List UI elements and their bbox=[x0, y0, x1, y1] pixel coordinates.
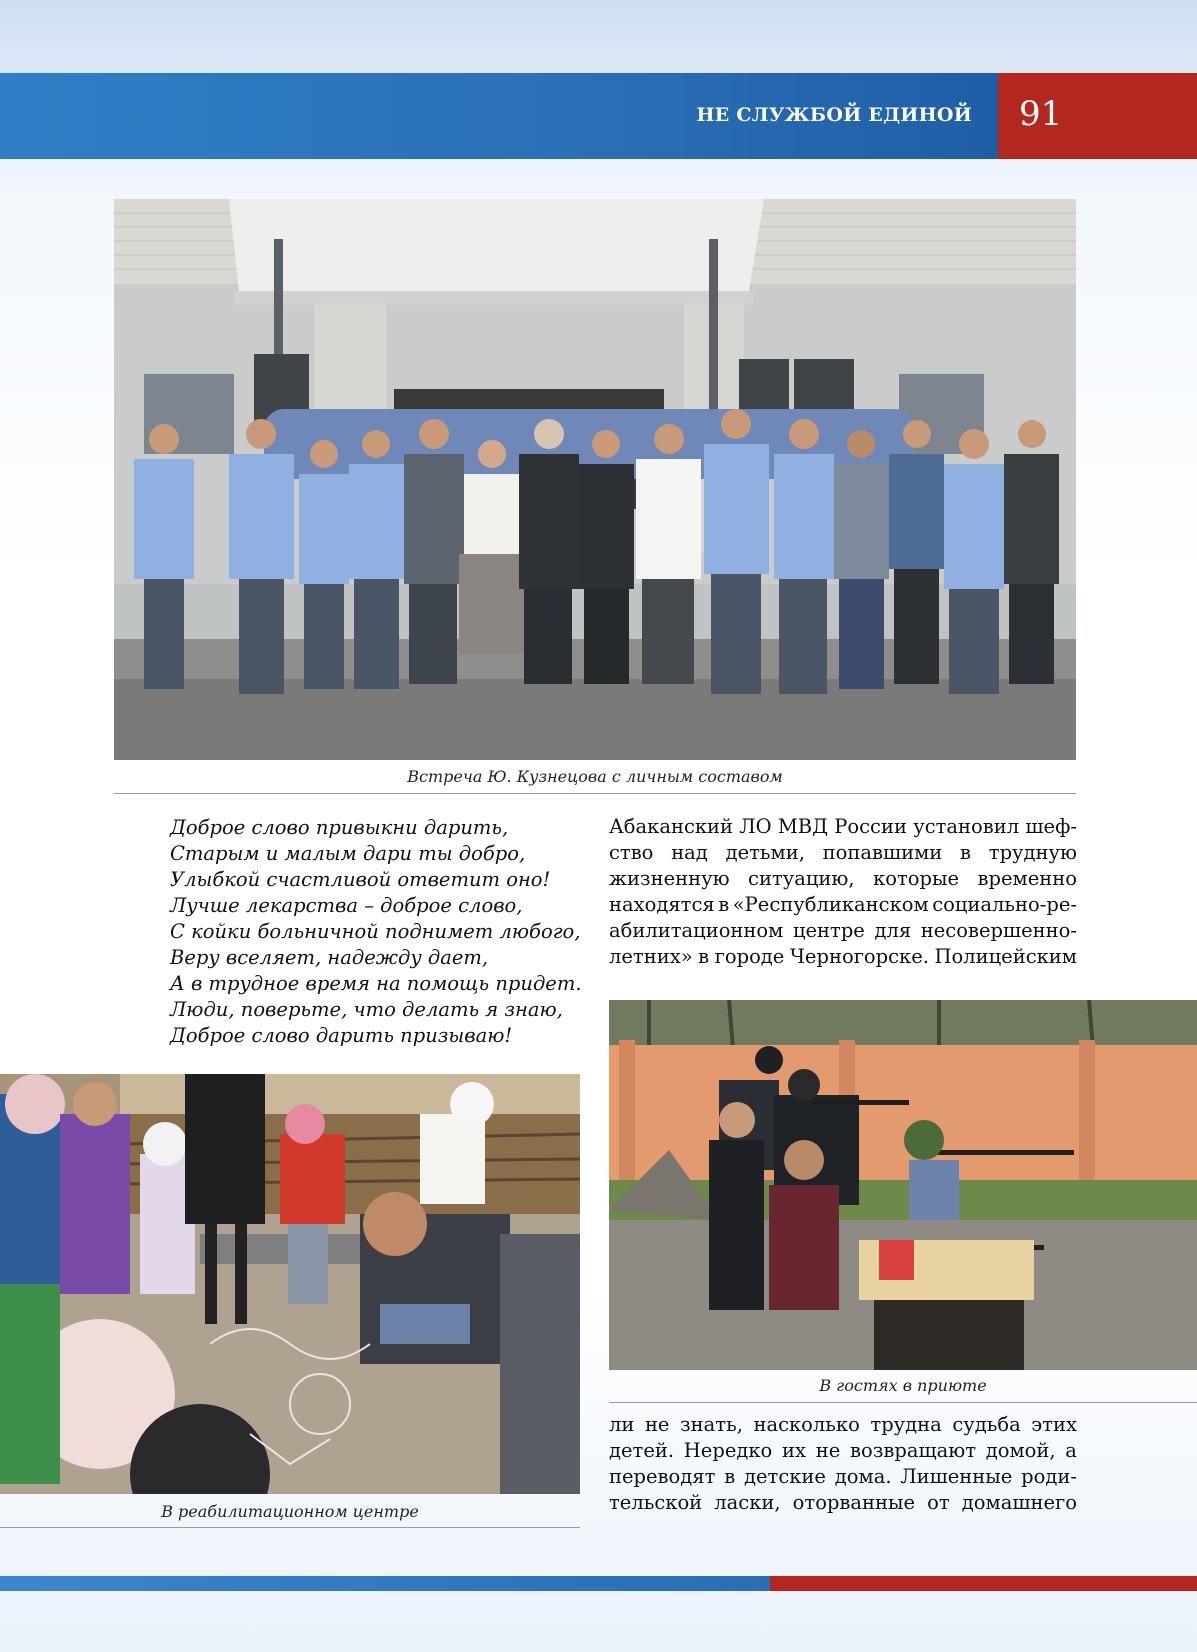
word: Полицейским bbox=[934, 945, 1077, 968]
rehab-center-photo bbox=[0, 1074, 580, 1494]
group-photo bbox=[114, 199, 1076, 760]
word: их bbox=[782, 1439, 807, 1462]
word: знать, bbox=[680, 1413, 743, 1436]
word: детские bbox=[743, 1465, 826, 1488]
article-line bbox=[609, 866, 1077, 892]
word: возвращают bbox=[850, 1439, 976, 1462]
word: для bbox=[874, 919, 912, 942]
word: городе bbox=[714, 945, 785, 968]
word: ство bbox=[609, 841, 654, 864]
rehab-center-caption: В реабилитационном центре bbox=[161, 1502, 419, 1521]
article-paragraph-1 bbox=[609, 814, 1077, 970]
word: не bbox=[644, 1413, 670, 1436]
word: трудна bbox=[870, 1413, 942, 1436]
word: в bbox=[718, 893, 730, 916]
word: Черногорске. bbox=[789, 945, 929, 968]
footer-red-band bbox=[770, 1576, 1197, 1591]
article-paragraph-2 bbox=[609, 1412, 1077, 1516]
word: МВД bbox=[777, 815, 828, 838]
word: в bbox=[724, 1465, 736, 1488]
word: в bbox=[960, 841, 972, 864]
poem-line: Улыбкой счастливой ответит оно! bbox=[170, 868, 551, 891]
poem-line: Веру вселяет, надежду дает, bbox=[170, 946, 489, 969]
shelter-visit-photo bbox=[609, 1000, 1197, 1370]
caption-rule bbox=[114, 793, 1076, 794]
word: от bbox=[927, 1491, 950, 1514]
word: летних» bbox=[609, 945, 693, 968]
word: а bbox=[1065, 1439, 1077, 1462]
word: тельской bbox=[609, 1491, 703, 1514]
word: Лишенные bbox=[900, 1465, 1013, 1488]
word: не bbox=[815, 1439, 841, 1462]
article-line bbox=[609, 1490, 1077, 1516]
word: этих bbox=[1031, 1413, 1077, 1436]
word: роди- bbox=[1021, 1465, 1077, 1488]
caption-rule bbox=[609, 1402, 1197, 1403]
word: переводят bbox=[609, 1465, 716, 1488]
shelter-visit-caption: В гостях в приюте bbox=[819, 1376, 987, 1395]
article-line bbox=[609, 892, 1077, 918]
poem-line: Лучше лекарства – доброе слово, bbox=[170, 894, 523, 917]
poem-line: Старым и малым дари ты добро, bbox=[170, 842, 526, 865]
poem-line: А в трудное время на помощь придет. bbox=[170, 972, 582, 995]
word: детей. bbox=[609, 1439, 675, 1462]
word: «Республиканском bbox=[732, 893, 929, 916]
word: центре bbox=[792, 919, 865, 942]
word: России bbox=[834, 815, 907, 838]
page-number: 91 bbox=[1019, 94, 1063, 134]
poem-line: Доброе слово привыкни дарить, bbox=[170, 816, 509, 839]
word: социально-ре- bbox=[932, 893, 1077, 916]
word: домой, bbox=[985, 1439, 1056, 1462]
word: абилитационном bbox=[609, 919, 784, 942]
poem-line: Люди, поверьте, что делать я знаю, bbox=[170, 998, 563, 1021]
word: установил bbox=[913, 815, 1020, 838]
word: несовершенно- bbox=[920, 919, 1077, 942]
group-photo-caption: Встреча Ю. Кузнецова с личным составом bbox=[407, 767, 783, 786]
word: ли bbox=[609, 1413, 635, 1436]
article-line bbox=[609, 918, 1077, 944]
article-line bbox=[609, 1438, 1077, 1464]
word: жизненную bbox=[609, 867, 730, 890]
word: оторванные bbox=[792, 1491, 916, 1514]
word: насколько bbox=[753, 1413, 860, 1436]
word: трудную bbox=[988, 841, 1077, 864]
word: Абаканский bbox=[609, 815, 734, 838]
poem-line: С койки больничной поднимет любого, bbox=[170, 920, 581, 943]
word: Нередко bbox=[683, 1439, 773, 1462]
poem-line: Доброе слово дарить призываю! bbox=[170, 1024, 513, 1047]
word: дома. bbox=[834, 1465, 892, 1488]
word: детьми, bbox=[725, 841, 805, 864]
article-line bbox=[609, 1412, 1077, 1438]
word: которые bbox=[873, 867, 960, 890]
word: ЛО bbox=[739, 815, 772, 838]
word: временно bbox=[977, 867, 1077, 890]
caption-rule bbox=[0, 1527, 580, 1528]
word: домашнего bbox=[961, 1491, 1077, 1514]
section-title: НЕ СЛУЖБОЙ ЕДИНОЙ bbox=[696, 104, 972, 126]
word: над bbox=[671, 841, 708, 864]
word: судьба bbox=[952, 1413, 1021, 1436]
word: шеф- bbox=[1025, 815, 1077, 838]
poem bbox=[170, 815, 590, 1049]
article-line bbox=[609, 944, 1077, 970]
word: находятся bbox=[609, 893, 715, 916]
article-line bbox=[609, 840, 1077, 866]
article-line bbox=[609, 814, 1077, 840]
word: в bbox=[698, 945, 710, 968]
word: ласки, bbox=[714, 1491, 781, 1514]
word: попавшими bbox=[822, 841, 943, 864]
word: ситуацию, bbox=[748, 867, 855, 890]
footer-blue-band bbox=[0, 1576, 770, 1591]
article-line bbox=[609, 1464, 1077, 1490]
